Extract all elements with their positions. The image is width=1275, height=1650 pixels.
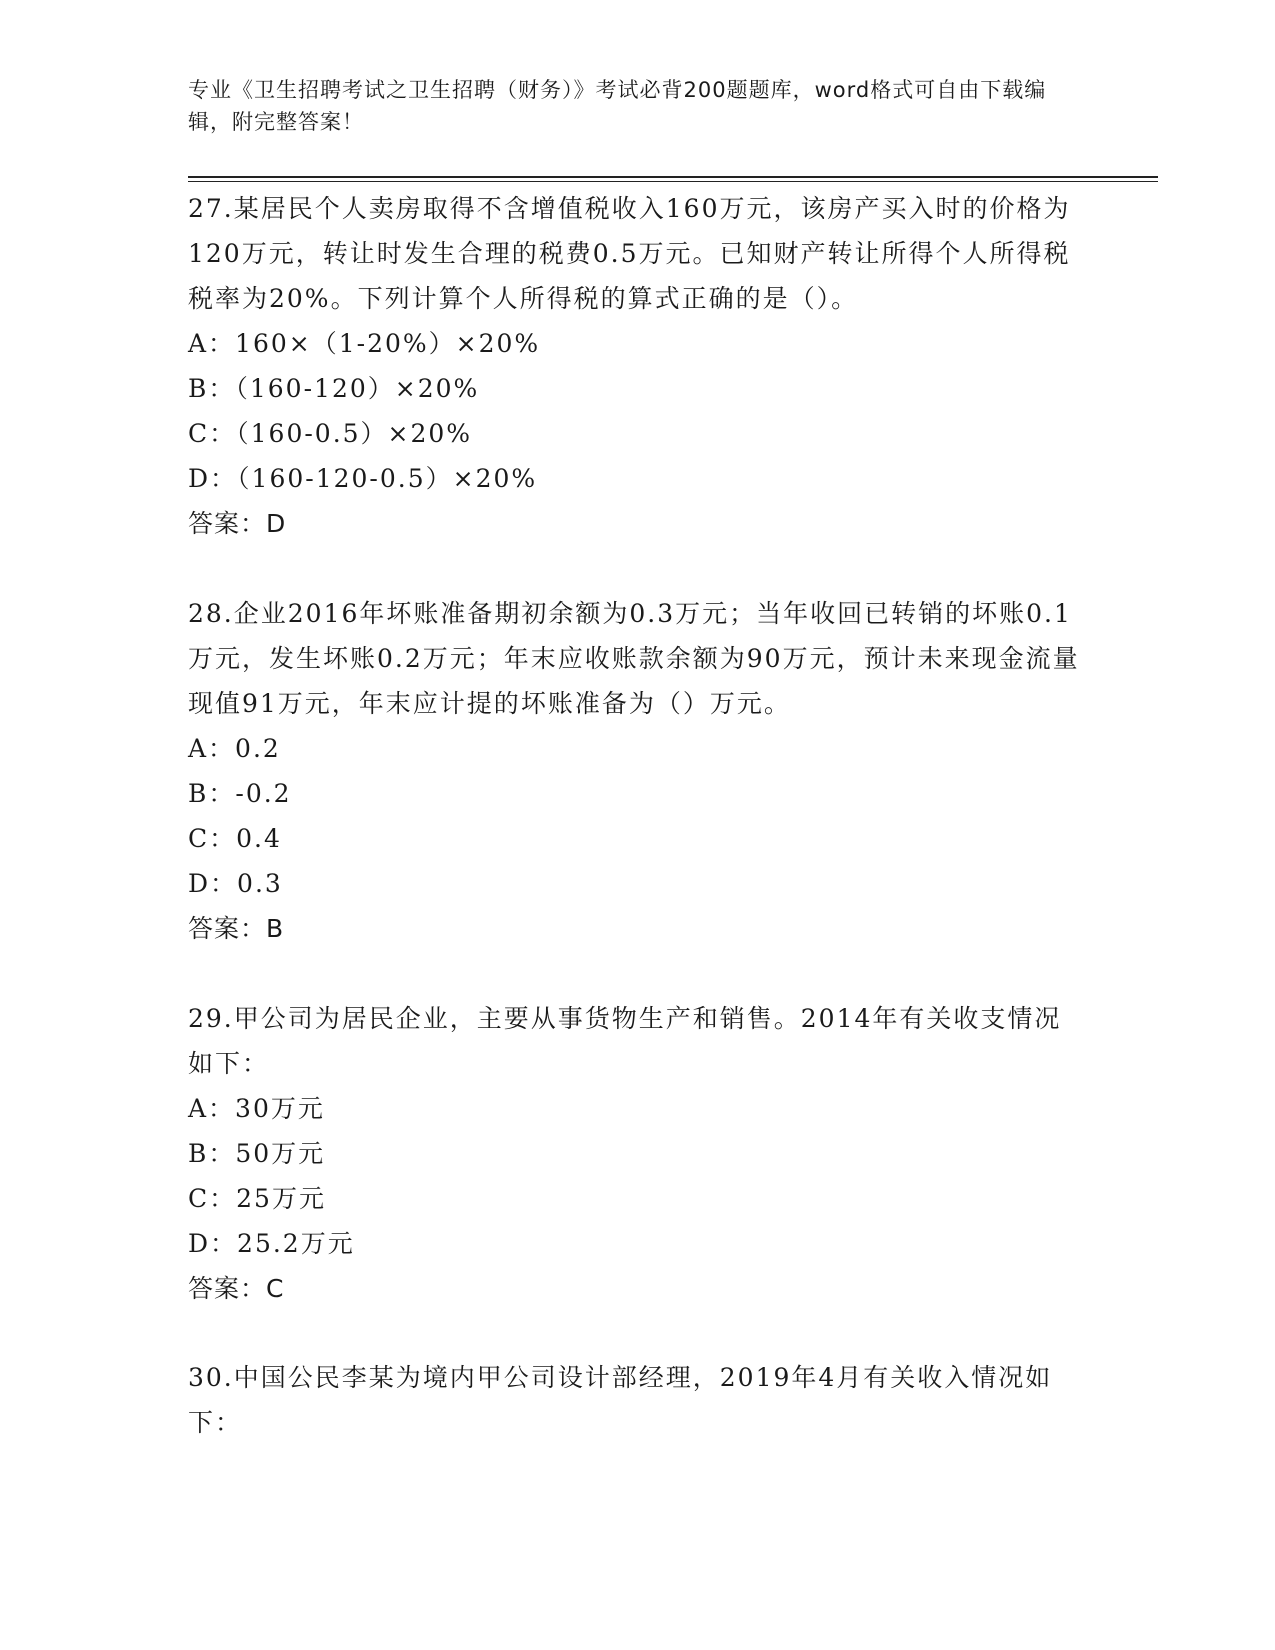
option-c: C：25万元: [188, 1184, 326, 1213]
option-b: B：50万元: [188, 1139, 326, 1168]
option-c: C：（160-0.5）×20%: [188, 419, 473, 448]
option-d: D：0.3: [188, 869, 283, 898]
option-d: D：25.2万元: [188, 1229, 355, 1258]
question-30: [188, 1355, 1088, 1445]
question-stem: 29.甲公司为居民企业，主要从事货物生产和销售。2014年有关收支情况如下：: [188, 1004, 1062, 1078]
answer-line: 答案：B: [188, 914, 285, 943]
option-c: C：0.4: [188, 824, 282, 853]
question-stem: 27.某居民个人卖房取得不含增值税收入160万元，该房产买入时的价格为120万元，转让时发生合理的税费0.5万元。已知财产转让所得个人所得税税率为20%。下列计算个人所得税的算式正确的是（）。: [188, 194, 1071, 313]
document-header: 专业《卫生招聘考试之卫生招聘（财务）》考试必背200题题库，word格式可自由下载编辑，附完整答案！: [188, 78, 1047, 134]
question-28: [188, 591, 1088, 951]
question-stem: 28.企业2016年坏账准备期初余额为0.3万元；当年收回已转销的坏账0.1万元，发生坏账0.2万元；年末应收账款余额为90万元，预计未来现金流量现值91万元，年末应计提的坏账准备为（）万元。: [188, 599, 1080, 718]
answer-line: 答案：C: [188, 1274, 285, 1303]
question-29: [188, 996, 1088, 1311]
option-b: B：（160-120）×20%: [188, 374, 480, 403]
question-stem: 30.中国公民李某为境内甲公司设计部经理，2019年4月有关收入情况如下：: [188, 1363, 1053, 1437]
option-a: A：0.2: [188, 734, 281, 763]
answer-line: 答案：D: [188, 509, 287, 538]
header-rule-thin: [188, 181, 1158, 182]
option-b: B：-0.2: [188, 779, 292, 808]
option-d: D：（160-120-0.5）×20%: [188, 464, 538, 493]
option-a: A：30万元: [188, 1094, 325, 1123]
header-rule-thick: [188, 176, 1158, 178]
question-27: [188, 186, 1088, 546]
option-a: A：160×（1-20%）×20%: [188, 329, 541, 358]
